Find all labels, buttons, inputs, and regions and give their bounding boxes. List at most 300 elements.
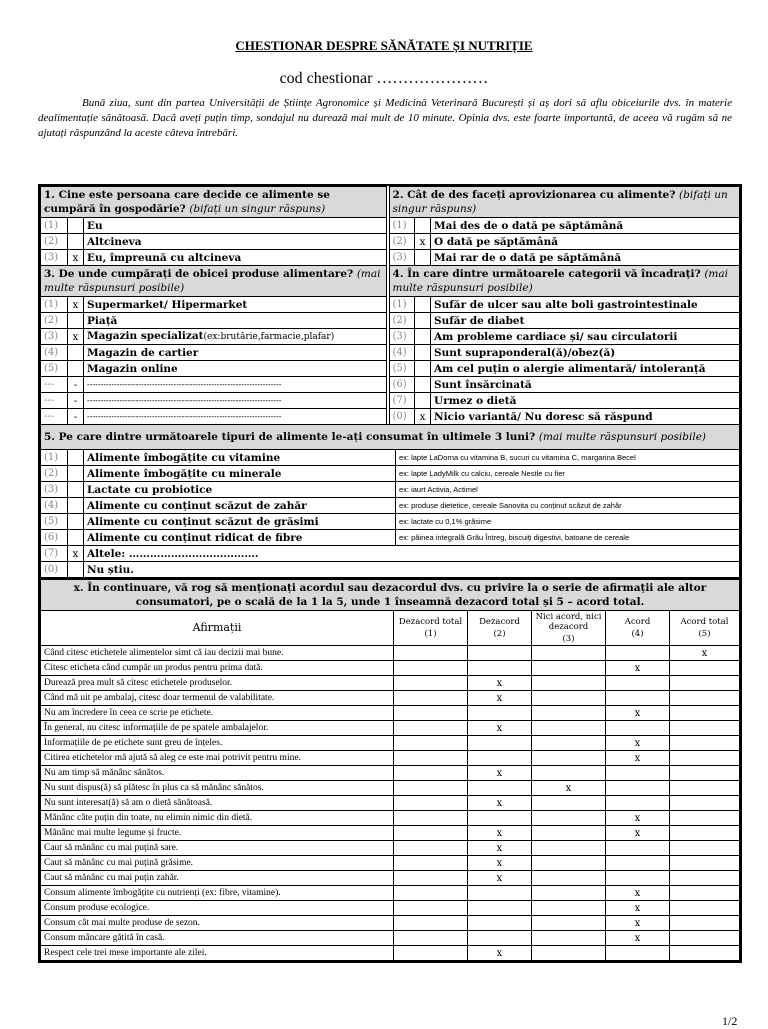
rating-cell[interactable] (394, 721, 468, 736)
q3-q4-option-row (41, 297, 740, 313)
rating-cell[interactable] (532, 751, 606, 766)
q3-q4-option-row (41, 361, 740, 377)
rating-cell[interactable] (532, 766, 606, 781)
scale-column-header (670, 611, 740, 646)
rating-cell[interactable] (670, 811, 740, 826)
statement-text: Caut să mănânc cu mai puțin zahăr. (41, 871, 394, 886)
statement-text: Consum alimente îmbogățite cu nutrienți (ex: fibre, vitamine). (41, 886, 394, 901)
rating-cell[interactable] (670, 796, 740, 811)
rating-cell[interactable]: x (670, 646, 740, 661)
q5-option-code: (2) (41, 466, 68, 482)
rating-cell[interactable] (670, 916, 740, 931)
statement-row (41, 766, 740, 781)
q2-option-checkbox[interactable] (415, 250, 431, 266)
q5-option-row (41, 546, 740, 562)
q4-header (388, 266, 740, 297)
q5-option-code: (0) (41, 562, 68, 578)
rating-cell[interactable] (468, 811, 532, 826)
statement-text: Caut să mănânc cu mai puțină sare. (41, 841, 394, 856)
statement-text: Consum produse ecologice. (41, 901, 394, 916)
q5-option-checkbox[interactable] (68, 498, 84, 514)
q3-option-label: ------------------------------------------------------------------------ (84, 393, 388, 409)
rating-cell[interactable]: x (468, 676, 532, 691)
scale-column-header (394, 611, 468, 646)
q1-q2-header-row (41, 187, 740, 218)
rating-cell[interactable] (532, 886, 606, 901)
q5-option-row (41, 562, 740, 578)
q2-option-code: (1) (388, 218, 415, 234)
q5-option-label: Alimente îmbogățite cu vitamine (84, 450, 396, 466)
q5-option-code: (3) (41, 482, 68, 498)
rating-cell[interactable] (394, 706, 468, 721)
rating-cell[interactable] (670, 856, 740, 871)
q4-option-code: (3) (388, 329, 415, 345)
statement-text: Când citesc etichetele alimentelor simt că iau decizii mai bune. (41, 646, 394, 661)
q3-option-code: --- (41, 377, 68, 393)
statement-text: Caut să mănânc cu mai puțină grăsime. (41, 856, 394, 871)
statement-row (41, 811, 740, 826)
rating-cell[interactable] (532, 796, 606, 811)
rating-cell[interactable] (670, 901, 740, 916)
rating-cell[interactable]: x (468, 841, 532, 856)
scale-label: Acord total (680, 617, 729, 627)
q3-header-title: 3. De unde cumpărați de obicei produse alimentare? (44, 268, 357, 280)
q3-option-code: (4) (41, 345, 68, 361)
q4-option-label: Sunt însărcinată (431, 377, 740, 393)
q4-option-code: (0) (388, 409, 415, 425)
scale-code: (3) (562, 634, 575, 644)
statement-row (41, 946, 740, 961)
q2-option-checkbox[interactable]: x (415, 234, 431, 250)
rating-cell[interactable] (532, 826, 606, 841)
q1-option-code: (2) (41, 234, 68, 250)
q5-option-label: Alimente cu conținut scăzut de grăsimi (84, 514, 396, 530)
rating-cell[interactable] (670, 931, 740, 946)
rating-cell[interactable]: x (468, 826, 532, 841)
qx-header: x. În continuare, vă rog să menționați acordul sau dezacordul dvs. cu privire la o serie de afirmații ale altor consumatori, pe o scală de la 1 la 5, unde 1 înseamnă dezacord total și 5 – acord total. (41, 580, 740, 611)
rating-cell[interactable] (532, 901, 606, 916)
rating-cell[interactable]: x (606, 751, 670, 766)
rating-cell[interactable] (606, 766, 670, 781)
q1-header (41, 187, 388, 218)
q4-option-checkbox[interactable] (415, 297, 431, 313)
rating-cell[interactable]: x (606, 736, 670, 751)
rating-cell[interactable] (670, 766, 740, 781)
intro-paragraph: Bună ziua, sunt din partea Universității de Științe Agronomice și Medicină Veterinară București și aș dori să aflu obiceiurile dvs. în materie dealimentație sănătoasă. Dacă aveți puțin timp, sondajul nu durează mai mult de 10 minute. Opinia dvs. este foarte importantă, de aceea vă rugăm să ne ajutați răspunzând la aceste câteva întrebări. (38, 97, 732, 139)
scale-label: Nici acord, nici dezacord (535, 612, 602, 632)
q5-option-checkbox[interactable]: x (68, 546, 84, 562)
q3-q4-header-row (41, 266, 740, 297)
q4-option-checkbox[interactable] (415, 313, 431, 329)
q1-option-label: Altcineva (84, 234, 388, 250)
statement-text: Mănânc câte puțin din toate, nu elimin nimic din dietă. (41, 811, 394, 826)
q1-q2-option-row (41, 250, 740, 266)
q3-option-label: ------------------------------------------------------------------------ (84, 377, 388, 393)
q5-option-label: Altele: ………………………………. (84, 546, 740, 562)
statement-row (41, 646, 740, 661)
rating-cell[interactable] (394, 781, 468, 796)
rating-cell[interactable] (606, 841, 670, 856)
q4-option-code: (4) (388, 345, 415, 361)
statement-text: Nu sunt dispus(ă) să plătesc în plus ca să mănânc sănătos. (41, 781, 394, 796)
statement-row (41, 856, 740, 871)
q4-option-code: (6) (388, 377, 415, 393)
rating-cell[interactable]: x (606, 886, 670, 901)
q5-option-row (41, 450, 740, 466)
q5-header (41, 425, 740, 450)
rating-cell[interactable] (670, 826, 740, 841)
q5-option-checkbox[interactable] (68, 514, 84, 530)
q5-option-example: ex: pâinea integrală Grâu Întreg, biscuiți digestivi, batoane de cereale (396, 530, 740, 546)
rating-cell[interactable] (532, 646, 606, 661)
rating-cell[interactable] (670, 661, 740, 676)
q4-option-checkbox[interactable] (415, 377, 431, 393)
statement-row (41, 901, 740, 916)
rating-cell[interactable]: x (468, 871, 532, 886)
q4-option-checkbox[interactable]: x (415, 409, 431, 425)
question-5-table (40, 424, 740, 578)
rating-cell[interactable] (606, 721, 670, 736)
rating-cell[interactable]: x (532, 781, 606, 796)
rating-cell[interactable] (670, 751, 740, 766)
q5-option-code: (6) (41, 530, 68, 546)
q3-q4-option-row (41, 377, 740, 393)
q3-q4-option-row (41, 345, 740, 361)
rating-cell[interactable] (670, 886, 740, 901)
q5-option-row (41, 498, 740, 514)
q5-option-example: ex: lapte LaDorna cu vitamina B, sucuri cu vitamina C, margarina Becel (396, 450, 740, 466)
q3-option-checkbox[interactable]: x (68, 329, 84, 345)
rating-cell[interactable] (670, 736, 740, 751)
scale-column-header (532, 611, 606, 646)
q5-option-label: Alimente cu conținut scăzut de zahăr (84, 498, 396, 514)
statement-text: Informațiile de pe etichete sunt greu de înțeles. (41, 736, 394, 751)
statement-row (41, 781, 740, 796)
q4-option-code: (7) (388, 393, 415, 409)
rating-cell[interactable] (394, 676, 468, 691)
statement-row (41, 871, 740, 886)
q2-header-hint: (bifați un singur răspuns) (392, 189, 728, 215)
q4-option-label: Urmez o dietă (431, 393, 740, 409)
q3-option-code: (3) (41, 329, 68, 345)
qx-header-row (41, 580, 740, 611)
question-5-box (38, 424, 742, 580)
rating-cell[interactable]: x (606, 661, 670, 676)
statement-row (41, 736, 740, 751)
rating-cell[interactable] (394, 901, 468, 916)
rating-cell[interactable] (670, 706, 740, 721)
rating-cell[interactable] (394, 841, 468, 856)
rating-cell[interactable]: x (468, 856, 532, 871)
rating-cell[interactable] (468, 886, 532, 901)
q4-option-checkbox[interactable] (415, 361, 431, 377)
q5-option-checkbox[interactable] (68, 466, 84, 482)
q4-header-hint: (mai multe răspunsuri posibile) (392, 268, 728, 294)
q4-option-label: Am probleme cardiace și/ sau circulatorii (431, 329, 740, 345)
statement-row (41, 691, 740, 706)
q5-option-code: (4) (41, 498, 68, 514)
rating-cell[interactable]: x (606, 811, 670, 826)
rating-cell[interactable] (394, 871, 468, 886)
q5-header-row (41, 425, 740, 450)
rating-cell[interactable] (670, 946, 740, 961)
questions-1-4-box (38, 184, 742, 427)
q2-option-label: Mai des de o dată pe săptămână (431, 218, 740, 234)
q2-option-label: O dată pe săptămână (431, 234, 740, 250)
q3-option-label: Piață (84, 313, 388, 329)
q3-option-label: Magazin online (84, 361, 388, 377)
q5-option-row (41, 530, 740, 546)
rating-cell[interactable] (670, 781, 740, 796)
rating-cell[interactable] (394, 646, 468, 661)
q4-header-title: 4. În care dintre următoarele categorii vă încadrați? (392, 268, 705, 280)
q3-option-code: (2) (41, 313, 68, 329)
q3-option-checkbox[interactable] (68, 361, 84, 377)
statement-row (41, 841, 740, 856)
q3-header-hint: (mai multe răspunsuri posibile) (44, 268, 381, 294)
q1-option-code: (3) (41, 250, 68, 266)
q3-q4-option-row (41, 393, 740, 409)
rating-cell[interactable] (606, 946, 670, 961)
rating-cell[interactable] (394, 886, 468, 901)
q5-option-row (41, 514, 740, 530)
q5-option-code: (1) (41, 450, 68, 466)
q5-option-example: ex: produse dietetice, cereale Sanovita cu conținut scăzut de zahăr (396, 498, 740, 514)
statement-row (41, 931, 740, 946)
statement-text: Mănânc mai multe legume și fructe. (41, 826, 394, 841)
rating-cell[interactable] (468, 646, 532, 661)
statement-row (41, 886, 740, 901)
q5-option-checkbox[interactable] (68, 450, 84, 466)
rating-cell[interactable] (394, 691, 468, 706)
rating-cell[interactable] (394, 931, 468, 946)
q3-q4-option-row (41, 329, 740, 345)
rating-cell[interactable] (394, 661, 468, 676)
rating-cell[interactable] (606, 871, 670, 886)
q5-option-checkbox[interactable] (68, 562, 84, 578)
statement-row (41, 676, 740, 691)
rating-cell[interactable] (670, 871, 740, 886)
q4-option-label: Sufăr de diabet (431, 313, 740, 329)
q1-option-label: Eu (84, 218, 388, 234)
rating-cell[interactable] (468, 661, 532, 676)
q1-q2-option-row (41, 218, 740, 234)
scale-code: (1) (424, 629, 437, 639)
statement-text: În general, nu citesc informațiile de pe spatele ambalajelor. (41, 721, 394, 736)
rating-cell[interactable] (532, 736, 606, 751)
statement-row (41, 721, 740, 736)
q3-q4-option-row (41, 313, 740, 329)
statement-text: Consum cât mai multe produse de sezon. (41, 916, 394, 931)
rating-cell[interactable]: x (468, 766, 532, 781)
rating-cell[interactable] (670, 721, 740, 736)
rating-cell[interactable] (532, 706, 606, 721)
q3-option-code: (5) (41, 361, 68, 377)
statement-text: Când mă uit pe ambalaj, citesc doar termenul de valabilitate. (41, 691, 394, 706)
rating-cell[interactable] (606, 646, 670, 661)
rating-cell[interactable] (670, 691, 740, 706)
q3-option-checkbox[interactable]: x (68, 297, 84, 313)
rating-cell[interactable] (532, 811, 606, 826)
statement-text: Respect cele trei mese importante ale zilei. (41, 946, 394, 961)
q5-header-hint: (mai multe răspunsuri posibile) (538, 431, 707, 443)
rating-cell[interactable] (532, 841, 606, 856)
statement-text: Durează prea mult să citesc etichetele produselor. (41, 676, 394, 691)
scale-label: Dezacord (479, 617, 520, 627)
rating-cell[interactable] (606, 856, 670, 871)
rating-cell[interactable] (532, 871, 606, 886)
rating-cell[interactable] (468, 706, 532, 721)
q2-header (388, 187, 740, 218)
q1-option-label: Eu, împreună cu altcineva (84, 250, 388, 266)
q5-option-example: ex: lactate cu 0,1% grăsime (396, 514, 740, 530)
statement-row (41, 706, 740, 721)
rating-cell[interactable] (468, 901, 532, 916)
q5-option-checkbox[interactable] (68, 482, 84, 498)
agreement-table (40, 579, 740, 961)
q4-option-checkbox[interactable] (415, 345, 431, 361)
q3-option-label: Magazin specializat(ex:brutărie,farmacie,plafar) (84, 329, 388, 345)
rating-cell[interactable] (606, 781, 670, 796)
rating-cell[interactable] (532, 661, 606, 676)
q3-option-checkbox[interactable] (68, 313, 84, 329)
rating-cell[interactable] (394, 751, 468, 766)
rating-cell[interactable] (532, 946, 606, 961)
q3-q4-option-row (41, 409, 740, 425)
rating-cell[interactable] (394, 796, 468, 811)
scale-header-row (41, 611, 740, 646)
q2-option-checkbox[interactable] (415, 218, 431, 234)
q5-option-checkbox[interactable] (68, 530, 84, 546)
q3-option-label: Magazin de cartier (84, 345, 388, 361)
q4-option-checkbox[interactable] (415, 329, 431, 345)
q1-option-checkbox[interactable] (68, 234, 84, 250)
rating-cell[interactable] (394, 946, 468, 961)
q5-option-code: (7) (41, 546, 68, 562)
q5-option-row (41, 466, 740, 482)
rating-cell[interactable] (394, 736, 468, 751)
rating-cell[interactable] (394, 916, 468, 931)
q5-option-example: ex: lapte LadyMilk cu calciu, cereale Nestle cu fier (396, 466, 740, 482)
rating-cell[interactable]: x (468, 691, 532, 706)
rating-cell[interactable]: x (606, 706, 670, 721)
q3-option-code: --- (41, 393, 68, 409)
rating-cell[interactable] (606, 796, 670, 811)
page-title: CHESTIONAR DESPRE SĂNĂTATE ȘI NUTRIȚIE (235, 38, 533, 53)
rating-cell[interactable]: x (468, 796, 532, 811)
rating-cell[interactable] (670, 676, 740, 691)
q3-option-label: ------------------------------------------------------------------------ (84, 409, 388, 425)
rating-cell[interactable]: x (606, 931, 670, 946)
rating-cell[interactable] (532, 676, 606, 691)
scale-column-header (468, 611, 532, 646)
statement-text: Citirea etichetelor mă ajută să aleg ce este mai potrivit pentru mine. (41, 751, 394, 766)
rating-cell[interactable] (670, 841, 740, 856)
rating-cell[interactable]: x (606, 901, 670, 916)
q3-option-checkbox[interactable]: - (68, 377, 84, 393)
q4-option-code: (5) (388, 361, 415, 377)
q4-option-label: Nicio variantă/ Nu doresc să răspund (431, 409, 740, 425)
q3-option-checkbox[interactable]: - (68, 409, 84, 425)
q5-header-title: 5. Pe care dintre următoarele tipuri de alimente le-ați consumat în ultimele 3 luni? (44, 431, 539, 443)
q1-option-checkbox[interactable] (68, 218, 84, 234)
q1-option-code: (1) (41, 218, 68, 234)
rating-cell[interactable] (394, 811, 468, 826)
rating-cell[interactable]: x (606, 826, 670, 841)
rating-cell[interactable]: x (468, 946, 532, 961)
q5-option-example: ex: iaurt Activia, Actimel (396, 482, 740, 498)
q4-option-checkbox[interactable] (415, 393, 431, 409)
q5-option-label: Nu știu. (84, 562, 740, 578)
rating-cell[interactable] (468, 751, 532, 766)
scale-code: (2) (493, 629, 506, 639)
rating-cell[interactable]: x (468, 721, 532, 736)
q4-option-label: Sunt supraponderal(ă)/obez(ă) (431, 345, 740, 361)
q3-header (41, 266, 388, 297)
rating-cell[interactable] (532, 856, 606, 871)
q2-option-code: (3) (388, 250, 415, 266)
q1-header-hint: (bifați un singur răspuns) (189, 203, 326, 215)
q5-option-row (41, 482, 740, 498)
questions-1-4-table (40, 186, 740, 425)
q4-option-code: (2) (388, 313, 415, 329)
rating-cell[interactable] (468, 736, 532, 751)
rating-cell[interactable] (532, 931, 606, 946)
rating-cell[interactable] (468, 781, 532, 796)
rating-cell[interactable] (532, 916, 606, 931)
q5-option-label: Alimente cu conținut ridicat de fibre (84, 530, 396, 546)
statement-text: Nu am încredere în ceea ce scrie pe etichete. (41, 706, 394, 721)
rating-cell[interactable] (468, 931, 532, 946)
rating-cell[interactable] (394, 856, 468, 871)
statements-column-header: Afirmații (41, 611, 394, 646)
statement-text: Nu am timp să mănânc sănătos. (41, 766, 394, 781)
q2-option-label: Mai rar de o dată pe săptămână (431, 250, 740, 266)
page-number: 1/2 (722, 1014, 738, 1028)
rating-cell[interactable] (394, 826, 468, 841)
scale-code: (5) (698, 629, 711, 639)
statement-row (41, 751, 740, 766)
questionnaire-code: cod chestionar ………………… (279, 70, 489, 87)
q3-option-checkbox[interactable] (68, 345, 84, 361)
q4-option-code: (1) (388, 297, 415, 313)
statement-row (41, 826, 740, 841)
q1-header-title: 1. Cine este persoana care decide ce alimente se cumpără în gospodărie? (44, 189, 330, 215)
rating-cell[interactable] (606, 691, 670, 706)
rating-cell[interactable] (606, 676, 670, 691)
statement-text: Nu sunt interesat(ă) să am o dietă sănătoasă. (41, 796, 394, 811)
rating-cell[interactable] (468, 916, 532, 931)
scale-label: Dezacord total (398, 617, 463, 627)
q4-option-label: Sufăr de ulcer sau alte boli gastrointestinale (431, 297, 740, 313)
rating-cell[interactable] (394, 766, 468, 781)
q3-option-checkbox[interactable]: - (68, 393, 84, 409)
statement-row (41, 796, 740, 811)
q1-option-checkbox[interactable]: x (68, 250, 84, 266)
q5-option-label: Lactate cu probiotice (84, 482, 396, 498)
scale-column-header (606, 611, 670, 646)
q2-header-title: 2. Cât de des faceți aprovizionarea cu alimente? (392, 189, 680, 201)
rating-cell[interactable]: x (606, 916, 670, 931)
q2-option-code: (2) (388, 234, 415, 250)
q5-option-code: (5) (41, 514, 68, 530)
statement-row (41, 916, 740, 931)
q1-q2-option-row (41, 234, 740, 250)
rating-cell[interactable] (532, 691, 606, 706)
q5-option-label: Alimente îmbogățite cu minerale (84, 466, 396, 482)
q3-option-code: (1) (41, 297, 68, 313)
rating-cell[interactable] (532, 721, 606, 736)
